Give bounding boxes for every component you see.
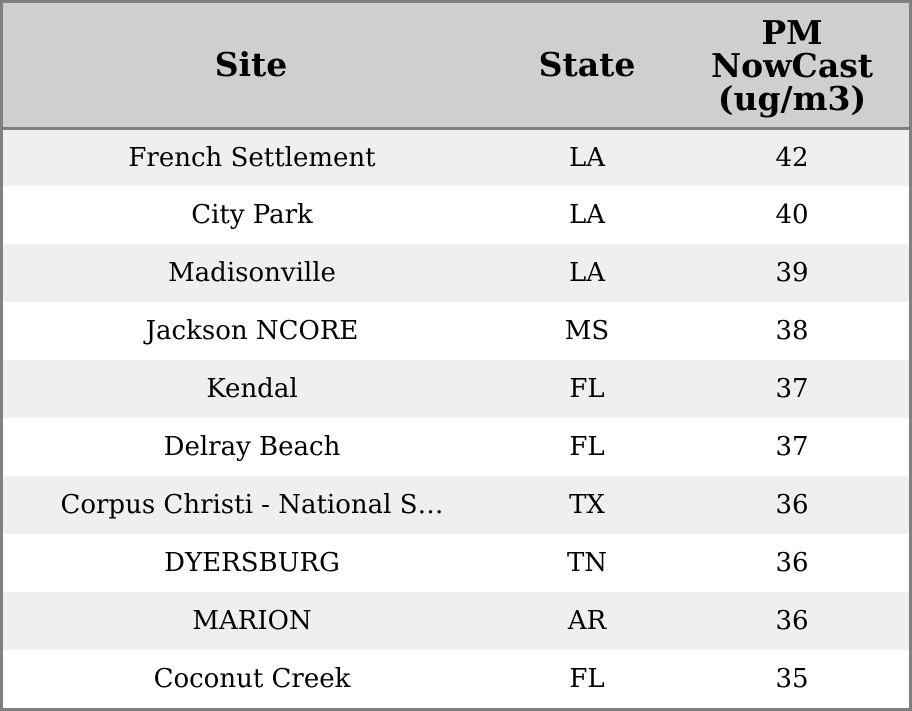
state-cell: LA (568, 142, 606, 173)
site-cell: Coconut Creek (153, 664, 351, 694)
state-cell: LA (568, 200, 606, 230)
state-cell: TX (569, 490, 605, 520)
header-row (3, 3, 909, 128)
column-header-state-label: State (538, 45, 636, 85)
pm-value-cell: 39 (775, 258, 809, 288)
column-header-pm-line-3: (ug/m3) (717, 79, 867, 119)
pm-value-cell: 37 (775, 374, 809, 404)
column-header-state (499, 3, 675, 128)
pm-value-cell: 40 (775, 200, 809, 230)
table-row (3, 128, 909, 186)
column-header-pm-nowcast (675, 3, 909, 128)
table-row (3, 360, 909, 418)
state-cell: FL (569, 664, 605, 694)
table-row (3, 244, 909, 302)
table-body (3, 128, 909, 708)
pm-value-cell: 36 (775, 490, 809, 520)
state-cell: MS (564, 316, 610, 346)
pm-value-cell: 42 (775, 142, 809, 173)
column-header-site-label: Site (214, 45, 288, 85)
site-cell: City Park (191, 200, 313, 230)
pm-nowcast-table (3, 3, 909, 708)
pm-value-cell: 36 (775, 606, 809, 636)
pm-value-cell: 36 (775, 548, 809, 578)
state-cell: AR (567, 606, 607, 636)
table-row (3, 534, 909, 592)
state-cell: FL (569, 374, 605, 404)
site-cell: MARION (192, 606, 312, 636)
table-row (3, 476, 909, 534)
table-row (3, 650, 909, 708)
pm-value-cell: 38 (775, 316, 809, 346)
table-row (3, 592, 909, 650)
site-cell: Kendal (206, 374, 298, 404)
state-cell: FL (569, 432, 605, 462)
site-cell: Jackson NCORE (145, 316, 359, 346)
table-row (3, 418, 909, 476)
site-cell: Madisonville (168, 258, 336, 288)
site-cell: DYERSBURG (164, 548, 340, 578)
table-header (3, 3, 909, 128)
table-row (3, 186, 909, 244)
column-header-pm-line-2: NowCast (710, 46, 874, 86)
column-header-pm-line-1: PM (761, 13, 823, 53)
table-row (3, 302, 909, 360)
site-cell: Delray Beach (163, 432, 341, 462)
state-cell: LA (568, 258, 606, 288)
pm-value-cell: 37 (775, 432, 809, 462)
state-cell: TN (566, 548, 608, 578)
pm-value-cell: 35 (775, 664, 809, 694)
site-cell: Corpus Christi - National S… (60, 490, 444, 520)
site-cell: French Settlement (128, 142, 376, 173)
column-header-site (3, 3, 499, 128)
